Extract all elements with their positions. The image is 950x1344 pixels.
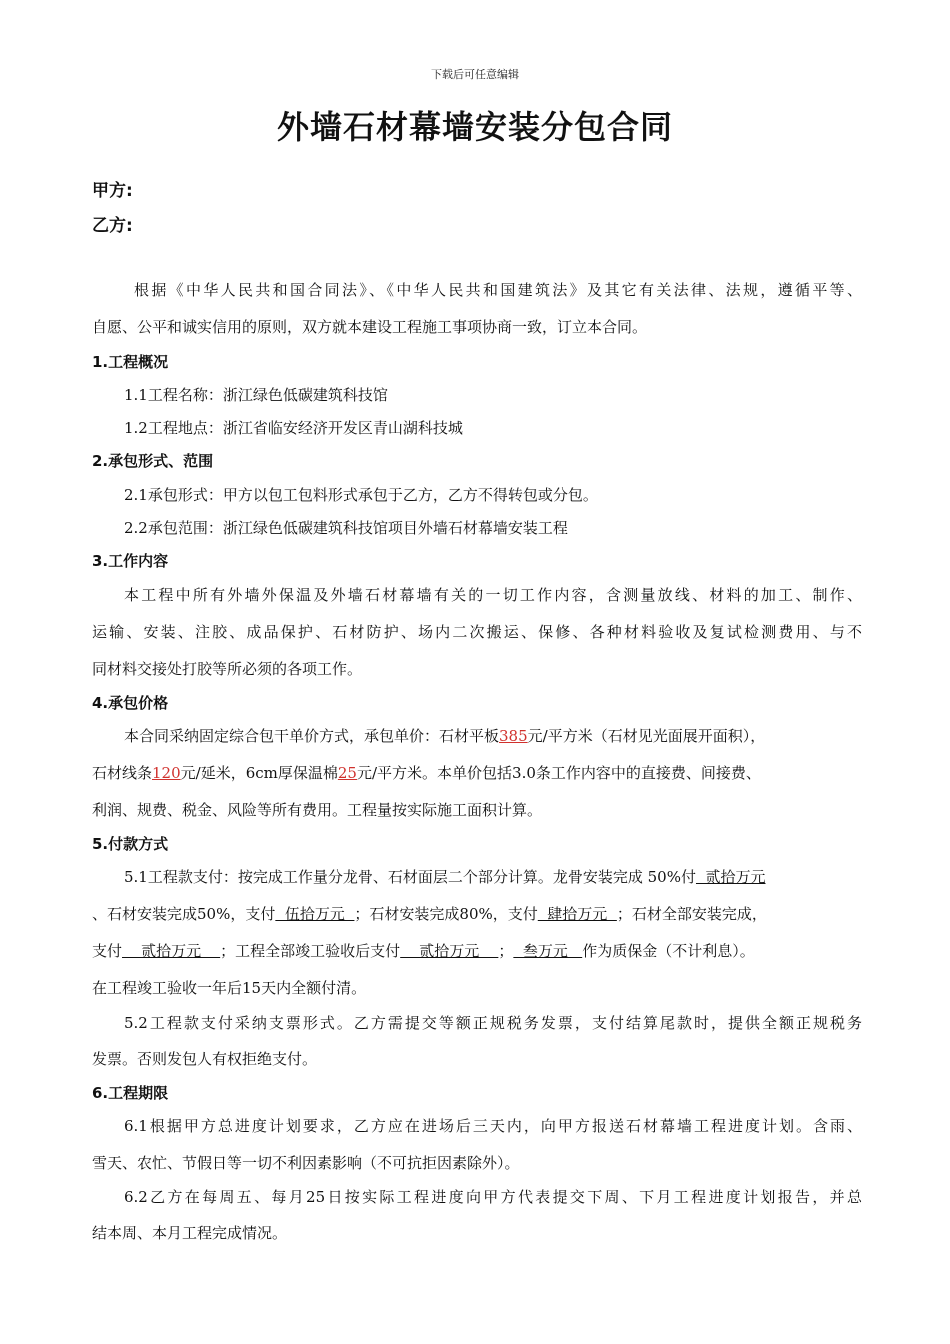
- section-4-line-2: [92, 762, 862, 783]
- section-3-line-2: 运输、安装、注胶、成品保护、石材防护、场内二次搬运、保修、各种材料验收及复试检测费用、与不: [92, 623, 862, 641]
- intro-line-1: 根据《中华人民共和国合同法》、《中华人民共和国建筑法》及其它有关法律、法规，遵循平等、: [134, 281, 862, 299]
- header-note: 下载后可任意编辑: [431, 68, 519, 81]
- party-a-label: 甲方:: [92, 181, 133, 201]
- section-5-line-4: 在工程竣工验收一年后15天内全额付清。: [92, 979, 367, 997]
- party-b-label: 乙方:: [92, 216, 133, 236]
- section-1-item-1: 1.1工程名称：浙江绿色低碳建筑科技馆: [124, 386, 388, 404]
- payment-amount-5: 贰拾万元: [400, 942, 499, 960]
- payment-text: 、石材安装完成50%，支付: [92, 905, 276, 923]
- payment-text: 支付: [92, 942, 123, 960]
- price-text: 元/平方米（石材见光面展开面积），: [527, 727, 766, 745]
- price-text: 元/延米，6cm厚保温棉: [180, 764, 338, 782]
- payment-amount-2: 伍拾万元: [275, 905, 355, 923]
- section-3-line-1: 本工程中所有外墙外保温及外墙石材幕墙有关的一切工作内容，含测量放线、材料的加工、制作、: [124, 586, 862, 604]
- section-4-line-1: [124, 725, 862, 746]
- section-3-heading: 3.工作内容: [92, 552, 169, 570]
- section-6-line-2: 雪天、农忙、节假日等一切不利因素影响（不可抗拒因素除外）。: [92, 1154, 520, 1172]
- price-slab-value: 385: [499, 727, 528, 745]
- section-1-heading: 1.工程概况: [92, 353, 169, 371]
- section-2-item-2: 2.2承包范围：浙江绿色低碳建筑科技馆项目外墙石材幕墙安装工程: [124, 519, 568, 537]
- payment-amount-3: 肆拾万元: [537, 905, 617, 923]
- section-5-line-2: [92, 903, 862, 924]
- price-text: 本合同采纳固定综合包干单价方式，承包单价：石材平板: [124, 727, 500, 745]
- section-5-line-6: 发票。否则发包人有权拒绝支付。: [92, 1050, 318, 1068]
- payment-amount-1: 贰拾万元: [695, 868, 766, 886]
- section-3-line-3: 同材料交接处打胶等所必须的各项工作。: [92, 660, 363, 678]
- payment-text: ；工程全部竣工验收后支付: [220, 942, 401, 960]
- intro-line-2: 自愿、公平和诚实信用的原则，双方就本建设工程施工事项协商一致，订立本合同。: [92, 318, 648, 336]
- section-4-line-3: 利润、规费、税金、风险等所有费用。工程量按实际施工面积计算。: [92, 801, 543, 819]
- section-5-line-5: 5.2工程款支付采纳支票形式。乙方需提交等额正规税务发票，支付结算尾款时，提供全额正规税务: [124, 1014, 862, 1032]
- section-6-line-4: 结本周、本月工程完成情况。: [92, 1224, 288, 1242]
- payment-amount-6: 叁万元: [513, 942, 583, 960]
- price-text: 石材线条: [92, 764, 153, 782]
- price-wool-value: 25: [337, 764, 357, 782]
- section-6-line-3: 6.2乙方在每周五、每月25日按实际工程进度向甲方代表提交下周、下月工程进度计划报告，并总: [124, 1188, 862, 1206]
- section-5-line-1: [124, 866, 862, 887]
- section-2-heading: 2.承包形式、范围: [92, 452, 214, 470]
- section-6-line-1: 6.1根据甲方总进度计划要求，乙方应在进场后三天内，向甲方报送石材幕墙工程进度计划。含雨、: [124, 1117, 862, 1135]
- section-5-line-3: [92, 940, 862, 961]
- price-text: 元/平方米。本单价包括3.0条工作内容中的直接费、间接费、: [356, 764, 761, 782]
- payment-text: 5.1工程款支付：按完成工作量分龙骨、石材面层二个部分计算。龙骨安装完成 50%付: [124, 868, 696, 886]
- document-title: 外墙石材幕墙安装分包合同: [276, 108, 673, 146]
- section-1-item-2: 1.2工程地点：浙江省临安经济开发区青山湖科技城: [124, 419, 463, 437]
- price-line-value: 120: [152, 764, 181, 782]
- payment-text: ；石材安装完成80%，支付: [354, 905, 538, 923]
- payment-amount-4: 贰拾万元: [122, 942, 221, 960]
- section-5-heading: 5.付款方式: [92, 835, 169, 853]
- payment-text: ；石材全部安装完成，: [616, 905, 767, 923]
- section-6-heading: 6.工程期限: [92, 1084, 169, 1102]
- payment-text: 作为质保金（不计利息）。: [582, 942, 755, 960]
- payment-text: ；: [498, 942, 514, 960]
- section-2-item-1: 2.1承包形式：甲方以包工包料形式承包于乙方，乙方不得转包或分包。: [124, 486, 598, 504]
- section-4-heading: 4.承包价格: [92, 694, 169, 712]
